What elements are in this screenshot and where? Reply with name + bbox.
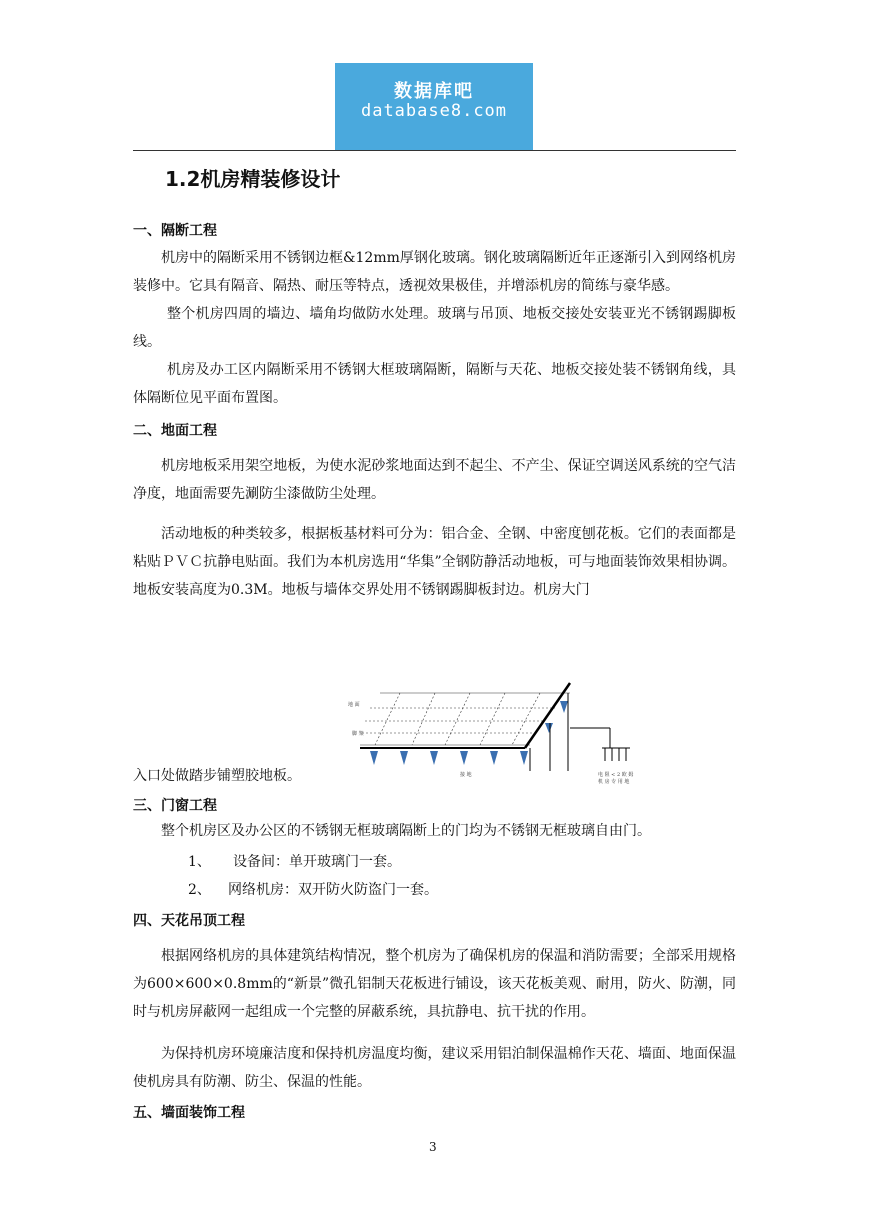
paragraph-partition-3: 机房及办工区内隔断采用不锈钢大框玻璃隔断，隔断与天花、地板交接处装不锈钢角线，具体隔断位见平面布置图。	[133, 362, 736, 406]
paragraph-partition-1: 机房中的隔断采用不锈钢边框&12mm厚钢化玻璃。钢化玻璃隔断近年正逐渐引入到网络机房装修中。它具有隔音、隔热、耐压等特点，透视效果极佳，并增添机房的简练与豪华感。	[133, 250, 736, 294]
list-item-number-1: 1、	[188, 854, 211, 870]
paragraph-partition-2: 整个机房四周的墙边、墙角均做防水处理。玻璃与吊顶、地板交接处安装亚光不锈钢踢脚板线。	[133, 306, 736, 350]
heading-ceiling: 四、天花吊顶工程	[133, 913, 245, 929]
logo-text-url: database8.com	[360, 101, 508, 121]
diagram-label-room-ground: 机 房 专 用 地	[598, 779, 630, 785]
paragraph-floor-3: 入口处做踏步铺塑胶地板。	[133, 768, 301, 784]
heading-floor: 二、地面工程	[133, 423, 217, 439]
heading-partition: 一、隔断工程	[133, 223, 217, 239]
logo-text-cn: 数据库吧	[394, 81, 474, 102]
diagram-label-floor: 地 面	[348, 702, 360, 708]
section-title: 1.2机房精装修设计	[165, 167, 341, 191]
page-number: 3	[429, 1140, 437, 1154]
diagram-label-ground: 接 地	[460, 772, 472, 778]
paragraph-ceiling-1: 根据网络机房的具体建筑结构情况，整个机房为了确保机房的保温和消防需要；全部采用规格为600×600×0.8mm的“新景”微孔铝制天花板进行铺设，该天花板美观、耐用，防火、防潮，同时与机房屏蔽网一起组成一个完整的屏蔽系统，具抗静电、抗干扰的作用。	[133, 948, 736, 1020]
header-rule	[133, 150, 736, 151]
list-item-text-1: 设备间：单开玻璃门一套。	[233, 854, 401, 870]
paragraph-floor-1: 机房地板采用架空地板，为使水泥砂浆地面达到不起尘、不产尘、保证空调送风系统的空气洁净度，地面需要先涮防尘漆做防尘处理。	[133, 458, 736, 502]
paragraph-doors-1: 整个机房区及办公区的不锈钢无框玻璃隔断上的门均为不锈钢无框玻璃自由门。	[161, 823, 651, 839]
list-item-number-2: 2、	[188, 882, 211, 898]
list-item-text-2: 网络机房：双开防火防盗门一套。	[228, 882, 438, 898]
diagram-label-support: 脚 架	[352, 731, 364, 737]
paragraph-ceiling-2: 为保持机房环境廉洁度和保持机房温度均衡，建议采用铝泊制保温棉作天花、墙面、地面保温使机房具有防潮、防尘、保温的性能。	[133, 1046, 736, 1090]
paragraph-floor-2: 活动地板的种类较多，根据板基材料可分为：铝合金、全钢、中密度刨花板。它们的表面都是粘贴ＰＶＣ抗静电贴面。我们为本机房选用“华集”全钢防静活动地板，可与地面装饰效果相协调。地板安装高度为0.3M。地板与墙体交界处用不锈钢踢脚板封边。机房大门	[133, 526, 736, 598]
heading-wall: 五、墙面装饰工程	[133, 1105, 245, 1121]
site-logo	[335, 63, 533, 150]
heading-doors: 三、门窗工程	[133, 798, 217, 814]
diagram-label-resistance: 电 阻 < 2 欧 姆	[598, 772, 634, 778]
